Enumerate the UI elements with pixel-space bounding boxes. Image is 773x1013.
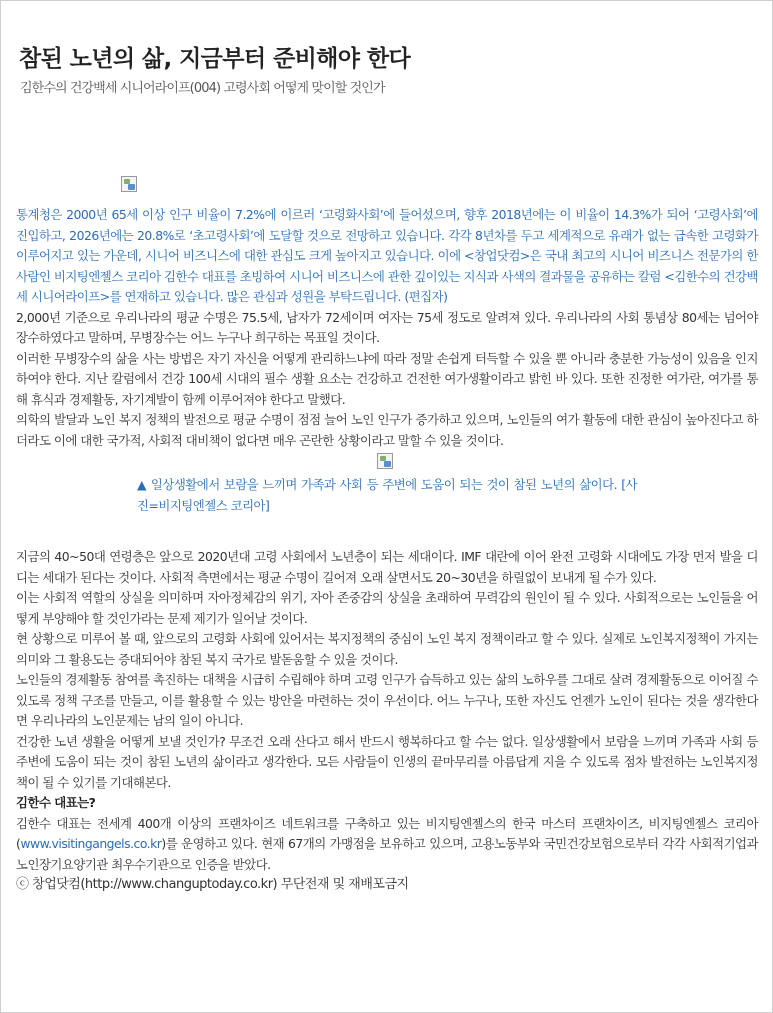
body-paragraph: 지금의 40~50대 연령층은 앞으로 2020년대 고령 사회에서 노년층이 되는 세대이다. IMF 대란에 이어 완전 고령화 시대에도 가장 먼저 발을 디디는 세대가 된다는 것이다. 사회적 측면에서는 평균 수명이 길어져 오래 살면서도 20~30년을 하릴없이 보내게 될 수가 있다. — [16, 549, 758, 585]
author-bio — [16, 814, 758, 876]
broken-image-icon — [121, 176, 137, 192]
broken-image-icon — [377, 453, 393, 469]
article-title: 참된 노년의 삶, 지금부터 준비해야 한다 — [19, 46, 411, 72]
author-website-link[interactable]: www.visitingangels.co.kr — [20, 836, 162, 851]
author-heading: 김한수 대표는? — [16, 795, 96, 810]
copyright-footer: ⓒ 창업닷컴(http://www.changuptoday.co.kr) 무단전재 및 재배포금지 — [16, 877, 409, 892]
author-bio-text: )를 운영하고 있다. 현재 67개의 가맹점을 보유하고 있으며, 고용노동부와 국민건강보험으로부터 각각 사회적기업과 노인장기요양기관 최우수기관으로 인증을 받았다. — [16, 836, 758, 872]
author-bio-text: 김한수 대표는 전세계 400개 이상의 프랜차이즈 네트워크를 구축하고 있는 비지팅엔젤스의 한국 마스터 프랜차이즈, 비지팅엔젤스 코리아( — [16, 815, 758, 851]
article-image-block — [16, 451, 758, 547]
article-body — [16, 205, 758, 896]
body-paragraph: 노인들의 경제활동 참여를 촉진하는 대책을 시급히 수립해야 하며 고령 인구가 습득하고 있는 삶의 노하우를 그대로 살려 경제활동으로 이어질 수 있도록 정책 구조를 만들고, 이를 활용할 수 있는 방안을 마련하는 것이 우선이다. 어느 누구나, 또한 자신도 언젠가 노인이 된다는 것을 생각한다면 우리나라의 노인문제는 남의 일이 아니다. — [16, 672, 758, 728]
body-paragraph: 이러한 무병장수의 삶을 사는 방법은 자기 자신을 어떻게 관리하느냐에 따라 정말 손쉽게 터득할 수 있을 뿐 아니라 충분한 가능성이 있음을 인지하여야 한다. 지난 칼럼에서 건강 100세 시대의 필수 생활 요소는 건강하고 건전한 여가생활이라고 밝힌 바 있다. 또한 진정한 여가란, 여가를 통해 휴식과 경제활동, 자기계발이 함께 이루어져야 한다고 말했다. — [16, 350, 758, 407]
body-paragraph: 의학의 발달과 노인 복지 정책의 발전으로 평균 수명이 점점 늘어 노인 인구가 증가하고 있으며, 노인들의 여가 활동에 대한 관심이 높아진다고 하더라도 이에 대한 국가적, 사회적 대비책이 없다면 매우 곤란한 상황이라고 말할 수 있을 것이다. — [16, 412, 758, 448]
body-paragraph: 현 상황으로 미루어 볼 때, 앞으로의 고령화 사회에 있어서는 복지정책의 중심이 노인 복지 정책이라고 할 수 있다. 실제로 노인복지정책이 가지는 의미와 그 활용도는 증대되어야 참된 복지 국가로 발돋움할 수 있을 것이다. — [16, 631, 758, 667]
article-subtitle: 김한수의 건강백세 시니어라이프(004) 고령사회 어떻게 맞이할 것인가 — [20, 81, 385, 96]
image-caption: ▲ 일상생활에서 보람을 느끼며 가족과 사회 등 주변에 도움이 되는 것이 참된 노년의 삶이다. [사진=비지팅엔젤스 코리아] — [137, 477, 637, 513]
editor-intro: 통계청은 2000년 65세 이상 인구 비율이 7.2%에 이르러 ‘고령화사회’에 들어섰으며, 향후 2018년에는 이 비율이 14.3%가 되어 ‘고령사회’에 진입하고, 2026년에는 20.8%로 ‘초고령사회’에 도달할 것으로 전망하고 있습니다. 각각 8년차를 두고 세계적으로 유래가 없는 급속한 고령화가 이루어지고 있는 가운데, 시니어 비즈니스에 대한 관심도 크게 높아지고 있습니다. 이에 <창업닷컴>은 국내 최고의 시니어 비즈니스 전문가의 한사람인 비지팅엔젤스 코리아 김한수 대표를 초빙하여 시니어 비즈니스에 관한 깊이있는 지식과 사색의 결과물을 공유하는 칼럼 <김한수의 건강백세 시니어라이프>를 연재하고 있습니다. 많은 관심과 성원을 부탁드립니다. (편집자) — [16, 207, 758, 304]
body-paragraph: 이는 사회적 역할의 상실을 의미하며 자아정체감의 위기, 자아 존중감의 상실을 초래하여 무력감의 원인이 될 수 있다. 사회적으로는 노인들을 어떻게 부양해야 할 것인가라는 문제 제기가 일어날 것이다. — [16, 590, 758, 626]
body-paragraph: 건강한 노년 생활을 어떻게 보낼 것인가? 무조건 오래 산다고 해서 반드시 행복하다고 할 수는 없다. 일상생활에서 보람을 느끼며 가족과 사회 등 주변에 도움이 되는 것이 참된 노년의 삶이라고 생각한다. 모든 사람들이 인생의 끝마무리를 아름답게 지을 수 있도록 점차 발전하는 노인복지정책이 될 수 있기를 기대해본다. — [16, 733, 758, 790]
body-paragraph: 2,000년 기준으로 우리나라의 평균 수명은 75.5세, 남자가 72세이며 여자는 75세 정도로 알려져 있다. 우리나라의 사회 통념상 80세는 넘어야 장수하였다고 말하며, 무병장수는 어느 누구나 희구하는 목표일 것이다. — [16, 309, 758, 345]
